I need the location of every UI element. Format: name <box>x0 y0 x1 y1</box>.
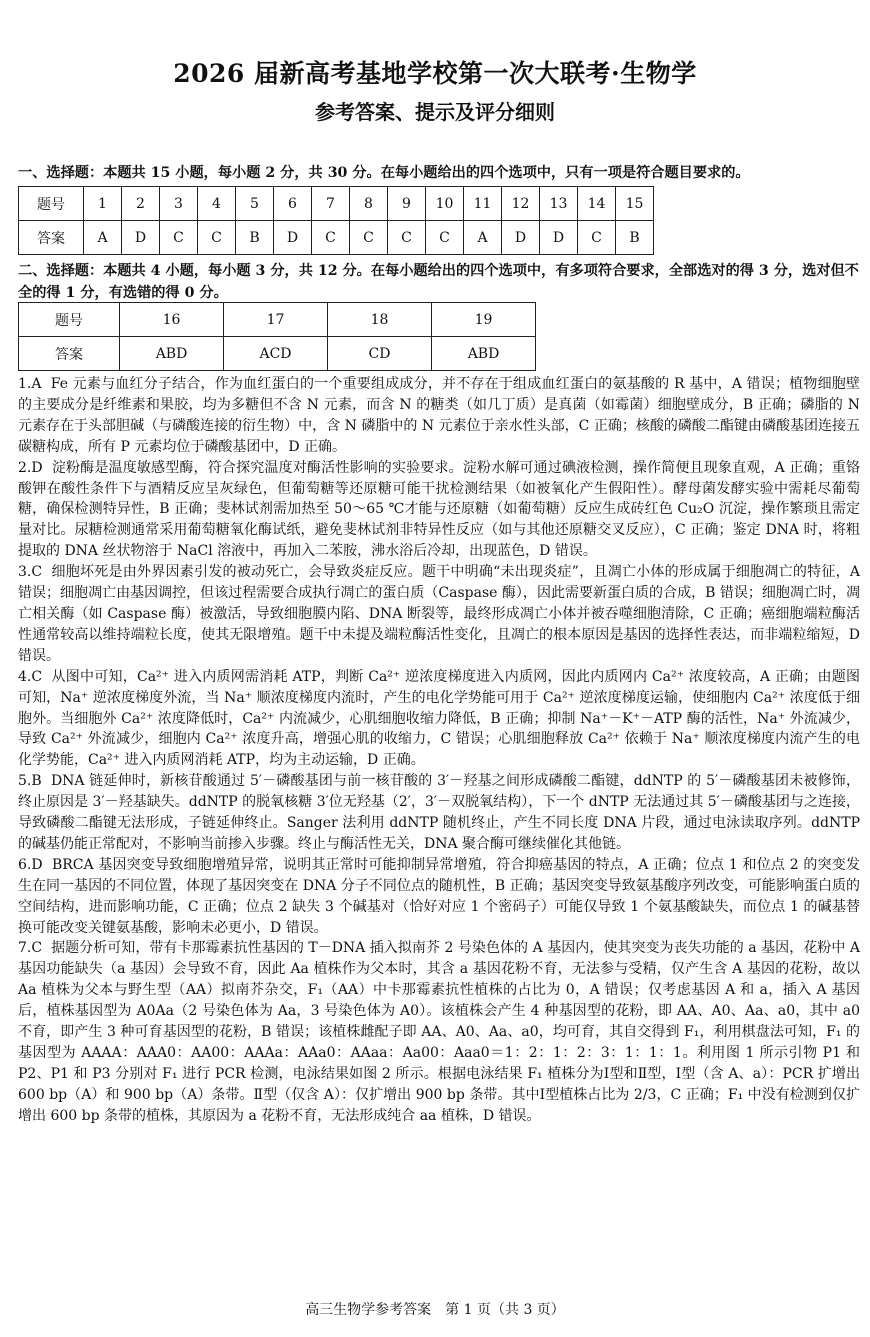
explanation-number: 2.D <box>18 459 43 476</box>
question-number: 13 <box>540 187 578 221</box>
answer-cell: D <box>540 221 578 255</box>
question-number: 1 <box>84 187 122 221</box>
table-row-numbers <box>19 303 536 337</box>
explanation-item <box>18 938 860 1126</box>
question-number: 18 <box>328 303 432 337</box>
question-number: 12 <box>502 187 540 221</box>
question-number: 9 <box>388 187 426 221</box>
section2-answer-table <box>18 302 536 371</box>
answer-cell: C <box>350 221 388 255</box>
explanations-list <box>18 374 860 1127</box>
answer-cell: A <box>464 221 502 255</box>
explanation-number: 6.D <box>18 856 43 873</box>
question-number: 10 <box>426 187 464 221</box>
answer-cell: B <box>236 221 274 255</box>
question-number: 19 <box>432 303 536 337</box>
section1-heading: 一、选择题：本题共 15 小题，每小题 2 分，共 30 分。在每小题给出的四个选项中，只有一项是符合题目要求的。 <box>18 165 750 181</box>
row-label-number: 题号 <box>19 303 120 337</box>
question-number: 6 <box>274 187 312 221</box>
explanation-number: 1.A <box>18 376 42 392</box>
explanation-item <box>18 562 860 667</box>
row-label-answer: 答案 <box>19 221 84 255</box>
row-label-number: 题号 <box>19 187 84 221</box>
answer-cell: B <box>616 221 654 255</box>
answer-cell: ABD <box>120 337 224 371</box>
question-number: 2 <box>122 187 160 221</box>
row-label-answer: 答案 <box>19 337 120 371</box>
explanation-item <box>18 855 860 939</box>
question-number: 5 <box>236 187 274 221</box>
answer-cell: A <box>84 221 122 255</box>
explanation-number: 7.C <box>18 940 43 957</box>
answer-cell: C <box>578 221 616 255</box>
answer-cell: C <box>312 221 350 255</box>
answer-cell: C <box>388 221 426 255</box>
table-row-numbers <box>19 187 654 221</box>
section2-heading: 二、选择题：本题共 4 小题，每小题 3 分，共 12 分。在每小题给出的四个选项中，有多项符合要求，全部选对的得 3 分，选对但不全的得 1 分，有选错的得 0 分。 <box>18 263 859 301</box>
explanation-text: 淀粉酶是温度敏感型酶，符合探究温度对酶活性影响的实验要求。淀粉水解可通过碘液检测，操作简便且现象直观，A 正确；重铬酸钾在酸性条件下与酒精反应呈灰绿色，但葡萄糖等还原糖可能干扰检测结果（如被氧化产生假阳性）。酵母菌发酵实验中需耗尽葡萄糖，确保检测特异性，B 正确；斐林试剂需加热至 50～65 ℃才能与还原糖（如葡萄糖）反应生成砖红色 Cu₂O 沉淀，操作繁琐且需定量对比。尿糖检测通常采用葡萄糖氧化酶试纸，避免斐林试剂非特异性反应（如与其他还原糖交叉反应），C 正确；鉴定 DNA 时，将粗提取的 DNA 丝状物溶于 NaCl 溶液中，再加入二苯胺，沸水浴后冷却，出现蓝色，D 错误。 <box>18 459 860 560</box>
page-footer: 高三生物学参考答案 第 1 页（共 3 页） <box>305 1302 565 1318</box>
table-row-answers <box>19 221 654 255</box>
page-subtitle: 参考答案、提示及评分细则 <box>315 100 555 124</box>
answer-cell: C <box>160 221 198 255</box>
explanation-number: 3.C <box>18 564 43 581</box>
explanation-text: 从图中可知，Ca²⁺ 进入内质网需消耗 ATP，判断 Ca²⁺ 逆浓度梯度进入内质网，因此内质网内 Ca²⁺ 浓度较高，A 正确；由题图可知，Na⁺ 逆浓度梯度外流，当 Na⁺ 顺浓度梯度内流时，产生的电化学势能可用于 Ca²⁺ 逆浓度梯度运输，使细胞内 Ca²⁺ 浓度低于细胞外。当细胞外 Ca²⁺ 浓度降低时，Ca²⁺ 内流减少，心肌细胞收缩力降低，B 正确；抑制 Na⁺－K⁺－ATP 酶的活性，Na⁺ 外流减少，导致 Ca²⁺ 外流减少，细胞内 Ca²⁺ 浓度升高，增强心肌的收缩力，C 错误；心肌细胞释放 Ca²⁺ 依赖于 Na⁺ 顺浓度梯度内流产生的电化学势能，Ca²⁺ 进入内质网消耗 ATP，均为主动运输，D 正确。 <box>18 668 860 769</box>
explanation-item <box>18 667 860 772</box>
page-title: 2026 届新高考基地学校第一次大联考·生物学 <box>173 59 697 88</box>
explanation-text: Fe 元素与血红分子结合，作为血红蛋白的一个重要组成成分，并不存在于组成血红蛋白的氨基酸的 R 基中，A 错误；植物细胞壁的主要成分是纤维素和果胶，均为多糖但不含 N 元素，而含 N 的糖类（如几丁质）是真菌（如霉菌）细胞壁成分，B 正确；磷脂的 N 元素存在于头部胆碱（与磷酸连接的衍生物）中，含 N 磷脂中的 N 元素位于亲水性头部，C 正确；核酸的磷酸二酯键由磷酸基团连接五碳糖构成，所有 P 元素均位于磷酸基团中，D 正确。 <box>18 376 860 455</box>
table-row-answers <box>19 337 536 371</box>
answer-cell: ABD <box>432 337 536 371</box>
answer-cell: CD <box>328 337 432 371</box>
explanation-item <box>18 458 860 563</box>
explanation-item <box>18 771 860 855</box>
section1-answer-table <box>18 186 654 255</box>
answer-cell: D <box>502 221 540 255</box>
answer-cell: C <box>426 221 464 255</box>
answer-cell: D <box>122 221 160 255</box>
explanation-item <box>18 374 860 458</box>
question-number: 11 <box>464 187 502 221</box>
question-number: 15 <box>616 187 654 221</box>
explanation-text: BRCA 基因突变导致细胞增殖异常，说明其正常时可能抑制异常增殖，符合抑癌基因的特点，A 正确；位点 1 和位点 2 的突变发生在同一基因的不同位置，体现了基因突变在 DNA 分子不同位点的随机性，B 正确；基因突变导致氨基酸序列改变，可能影响蛋白质的空间结构，进而影响功能，C 正确；位点 2 缺失 3 个碱基对（恰好对应 1 个密码子）可能仅导致 1 个氨基酸缺失，而位点 1 的碱基替换可能改变关键氨基酸，影响未必更小，D 错误。 <box>18 856 861 936</box>
question-number: 14 <box>578 187 616 221</box>
question-number: 17 <box>224 303 328 337</box>
answer-cell: ACD <box>224 337 328 371</box>
question-number: 16 <box>120 303 224 337</box>
question-number: 3 <box>160 187 198 221</box>
explanation-text: 细胞坏死是由外界因素引发的被动死亡，会导致炎症反应。题干中明确“未出现炎症”，且凋亡小体的形成属于细胞凋亡的特征，A 错误；细胞凋亡由基因调控，但该过程需要合成执行凋亡的蛋白质（Caspase 酶），因此需要新蛋白质的合成，B 错误；细胞凋亡时，凋亡相关酶（如 Caspase 酶）被激活，导致细胞膜内陷、DNA 断裂等，最终形成凋亡小体并被吞噬细胞清除，C 正确；癌细胞端粒酶活性通常较高以维持端粒长度，使其无限增殖。题干中未提及端粒酶活性变化，且凋亡的根本原因是基因的选择性表达，而非端粒缩短，D 错误。 <box>18 564 861 664</box>
answer-cell: C <box>198 221 236 255</box>
question-number: 7 <box>312 187 350 221</box>
answer-cell: D <box>274 221 312 255</box>
explanation-number: 4.C <box>18 668 43 685</box>
explanation-text: DNA 链延伸时，新核苷酸通过 5′－磷酸基团与前一核苷酸的 3′－羟基之间形成磷酸二酯键，ddNTP 的 5′－磷酸基团未被修饰，终止原因是 3′－羟基缺失。ddNTP 的脱氧核糖 3′位无羟基（2′，3′－双脱氧结构），下一个 dNTP 无法通过其 5′－磷酸基团与之连接，导致磷酸二酯键无法形成，子链延伸终止。Sanger 法利用 ddNTP 随机终止，产生不同长度 DNA 片段，通过电泳读取序列。ddNTP 的碱基仍能正常配对，不影响当前掺入步骤。终止与酶活性无关，DNA 聚合酶可继续催化其他链。 <box>18 773 860 852</box>
explanation-number: 5.B <box>18 773 42 790</box>
question-number: 8 <box>350 187 388 221</box>
question-number: 4 <box>198 187 236 221</box>
explanation-text: 据题分析可知，带有卡那霉素抗性基因的 T－DNA 插入拟南芥 2 号染色体的 A 基因内，使其突变为丧失功能的 a 基因，花粉中 A 基因功能缺失（a 基因）会导致不育，因此 Aa 植株作为父本时，其含 a 基因花粉不育，无法参与受精，仅产生含 A 基因的花粉，故以 Aa 植株为父本与野生型（AA）拟南芥杂交，F₁（AA）中卡那霉素抗性植株的占比为 0，A 错误；仅考虑基因 A 和 a，插入 A 基因后，植株基因型为 A0Aa（2 号染色体为 Aa，3 号染色体为 A0）。该植株会产生 4 种基因型的花粉，即 AA、A0、Aa、a0，其中 a0 不育，即产生 3 种可育基因型的花粉，B 错误；该植株雌配子即 AA、A0、Aa、a0，均可育，其自交得到 F₁，利用棋盘法可知，F₁ 的基因型为 AAAA：AAA0：AA00：AAAa：AAa0：AAaa：Aa00：Aaa0＝1：2：1：2：3：1：1：1。利用图 1 所示引物 P1 和 P2、P1 和 P3 分别对 F₁ 进行 PCR 检测，电泳结果如图 2 所示。根据电泳结果 F₁ 植株分为Ⅰ型和Ⅱ型，Ⅰ型（含 A、a）：PCR 扩增出 600 bp（A）和 900 bp（A）条带。Ⅱ型（仅含 A）：仅扩增出 900 bp 条带。其中Ⅰ型植株占比为 2/3，C 正确；F₁ 中没有检测到仅扩增出 600 bp 条带的植株，其原因为 a 花粉不育，无法形成纯合 aa 植株，D 错误。 <box>18 940 860 1124</box>
